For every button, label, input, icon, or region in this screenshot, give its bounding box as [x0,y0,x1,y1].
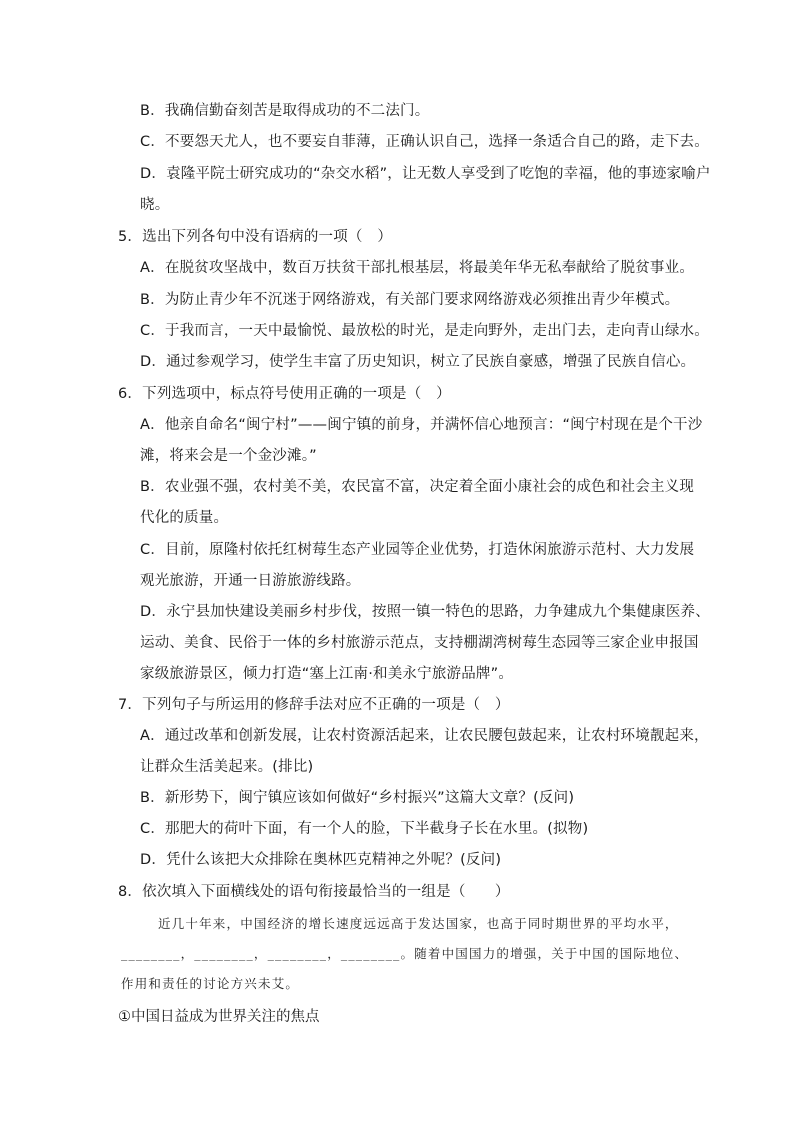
question-7: 7．下列句子与所运用的修辞手法对应不正确的一项是（ ） [118,697,510,713]
q6-option-a: A．他亲自命名“闽宁村”——闽宁镇的前身，并满怀信心地预言：“闽宁村现在是个干沙 [140,417,703,433]
q6-option-a-cont: 滩，将来会是一个金沙滩。” [140,448,317,464]
q4-option-d-cont: 晓。 [140,197,170,213]
q5-option-b: B．为防止青少年不沉迷于网络游戏，有关部门要求网络游戏必须推出青少年模式。 [140,292,680,308]
q6-option-d-cont2: 家级旅游景区，倾力打造“塞上江南·和美永宁旅游品牌”。 [140,666,514,682]
q8-passage-line1: 近几十年来，中国经济的增长速度远远高于发达国家，也高于同时期世界的平均水平， [158,916,679,931]
q8-passage-line2: ________，________，________，________。随着中国国力的增强，关于中国的国际地位、 [121,946,689,961]
q5-option-c: C．于我而言，一天中最愉悦、最放松的时光，是走向野外，走出门去，走向青山绿水。 [140,323,709,339]
q8-item-1: ①中国日益成为世界关注的焦点 [118,1009,320,1025]
q7-option-b: B．新形势下，闽宁镇应该如何做好“乡村振兴”这篇大文章？(反问) [140,790,575,806]
q5-option-d: D．通过参观学习，使学生丰富了历史知识，树立了民族自豪感，增强了民族自信心。 [140,354,696,370]
q5-option-a: A．在脱贫攻坚战中，数百万扶贫干部扎根基层，将最美年华无私奉献给了脱贫事业。 [140,260,695,276]
q6-option-b: B．农业强不强，农村美不美，农民富不富，决定着全面小康社会的成色和社会主义现 [140,479,695,495]
q6-option-c-cont: 观光旅游，开通一日游旅游线路。 [140,573,361,589]
q8-passage-line3: 作用和责任的讨论方兴未艾。 [121,976,300,991]
question-6: 6．下列选项中，标点符号使用正确的一项是（ ） [118,386,451,402]
q4-option-d: D．袁隆平院士研究成功的“杂交水稻”，让无数人享受到了吃饱的幸福，他的事迹家喻户 [140,166,711,182]
q7-option-d: D．凭什么该把大众排除在奥林匹克精神之外呢？(反问) [140,852,502,868]
q7-option-c: C．那肥大的荷叶下面，有一个人的脸，下半截身子长在水里。(拟物) [140,821,589,837]
q6-option-b-cont: 代化的质量。 [140,510,229,526]
q7-option-a: A．通过改革和创新发展，让农村资源活起来，让农民腰包鼓起来，让农村环境靓起来， [140,728,709,744]
question-8: 8．依次填入下面横线处的语句衔接最恰当的一组是（ ） [118,884,510,900]
q6-option-c: C．目前，原隆村依托红树莓生态产业园等企业优势，打造休闲旅游示范村、大力发展 [140,542,695,558]
q6-option-d-cont1: 运动、美食、民俗于一体的乡村旅游示范点，支持棚湖湾树莓生态园等三家企业申报国 [140,635,699,651]
q6-option-d: D．永宁县加快建设美丽乡村步伐，按照一镇一特色的思路，力争建成九个集健康医养、 [140,604,710,620]
q7-option-a-cont: 让群众生活美起来。(排比) [140,759,314,775]
q4-option-b: B．我确信勤奋刻苦是取得成功的不二法门。 [140,103,430,119]
question-5: 5．选出下列各句中没有语病的一项（ ） [118,229,393,245]
q4-option-c: C．不要怨天尤人，也不要妄自菲薄，正确认识自己，选择一条适合自己的路，走下去。 [140,134,709,150]
